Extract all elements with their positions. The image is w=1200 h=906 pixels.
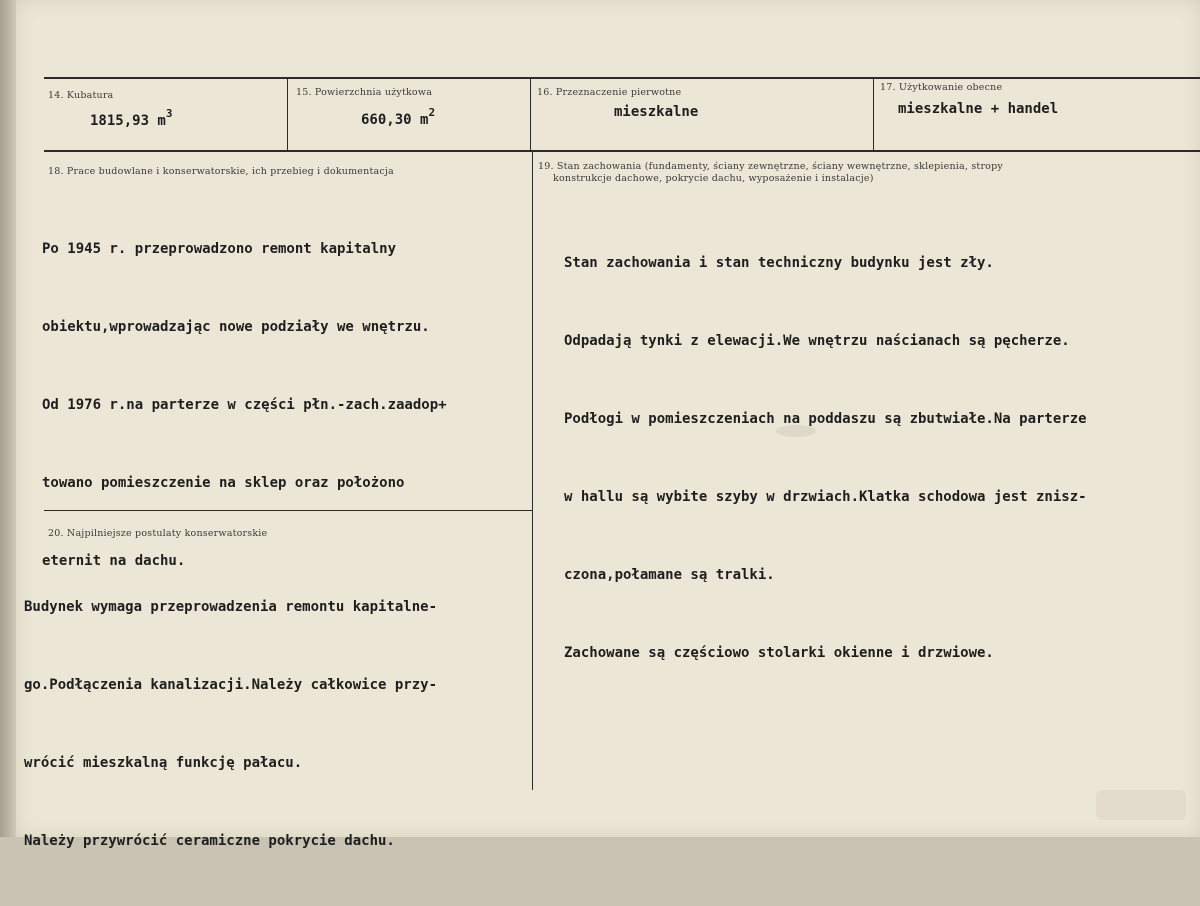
text-line: Po 1945 r. przeprowadzono remont kapitalny	[42, 241, 397, 257]
text-line: wrócić mieszkalną funkcję pałacu.	[24, 755, 303, 771]
field-kubatura-label: 14. Kubatura	[48, 90, 114, 101]
text-line: Zachowane są częściowo stolarki okienne i drzwiowe.	[564, 645, 994, 661]
field-stan-zachowania-label-line2: konstrukcje dachowe, pokrycie dachu, wyposażenie i instalacje)	[553, 173, 874, 184]
row1-bottom-rule	[44, 150, 1200, 152]
text-line: Należy przywrócić ceramiczne pokrycie dachu.	[24, 833, 395, 849]
text-line: go.Podłączenia kanalizacji.Należy całkowice przy-	[24, 677, 438, 693]
text-line: towano pomieszczenie na sklep oraz położono	[42, 475, 405, 491]
text-line: w hallu są wybite szyby w drzwiach.Klatka schodowa jest znisz-	[564, 489, 1087, 505]
text-line: Budynek wymaga przeprowadzenia remontu kapitalne-	[24, 599, 438, 615]
field-przeznaczenie-value: mieszkalne	[614, 104, 699, 120]
card-left-edge	[0, 0, 16, 837]
field-postulaty-text	[24, 542, 437, 906]
field-prace-budowlane-label: 18. Prace budowlane i konserwatorskie, ich przebieg i dokumentacja	[48, 166, 394, 177]
field-uzytkowanie-label: 17. Użytkowanie obecne	[880, 82, 1003, 93]
field-kubatura-value: 1815,93 $m^3$	[90, 107, 173, 129]
text-line: Podłogi w pomieszczeniach na poddaszu są zbutwiałe.Na parterze	[564, 411, 1087, 427]
field-przeznaczenie-label: 16. Przeznaczenie pierwotne	[537, 87, 682, 98]
field-powierzchnia-value: 660,30 $m^2$	[361, 106, 436, 128]
text-line: Odpadają tynki z elewacji.We wnętrzu naścianach są pęcherze.	[564, 333, 1070, 349]
vline-16-17	[873, 77, 874, 151]
inventory-card	[16, 0, 1200, 849]
vline-main	[532, 150, 533, 790]
top-rule	[44, 77, 1200, 79]
text-line: czona,połamane są tralki.	[564, 567, 775, 583]
text-line: eternit na dachu.	[42, 553, 186, 569]
text-line: Stan zachowania i stan techniczny budynku jest zły.	[564, 255, 994, 271]
text-line: obiektu,wprowadzając nowe podziały we wnętrzu.	[42, 319, 430, 335]
field-stan-zachowania-text	[564, 198, 1087, 718]
field-stan-zachowania-label-line1: 19. Stan zachowania (fundamenty, ściany zewnętrzne, ściany wewnętrzne, sklepienia, stropy	[538, 161, 1003, 172]
paper-stain	[1096, 790, 1186, 820]
text-line: Od 1976 r.na parterze w części płn.-zach.zaadop+	[42, 397, 447, 413]
paper-stain	[776, 425, 816, 437]
vline-15-16	[530, 77, 531, 151]
field-postulaty-label: 20. Najpilniejsze postulaty konserwatorskie	[48, 528, 268, 539]
field-uzytkowanie-value: mieszkalne + handel	[898, 101, 1059, 117]
vline-14-15	[287, 77, 288, 151]
field-powierzchnia-label: 15. Powierzchnia użytkowa	[296, 87, 433, 98]
